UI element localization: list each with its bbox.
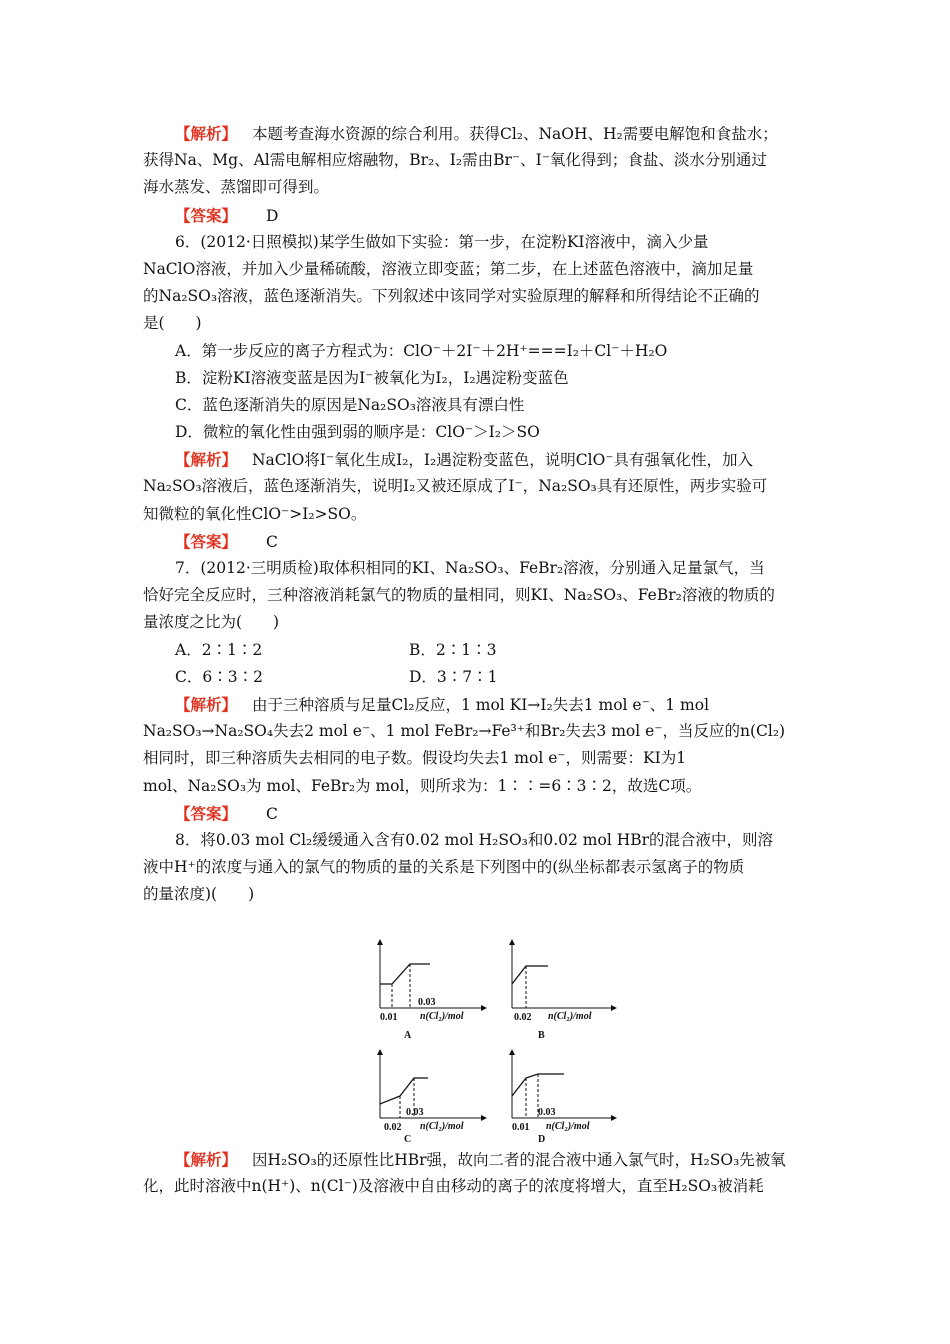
document-content [143, 120, 811, 908]
q6-analysis-line-2: Na₂SO₃溶液后，蓝色逐渐消失，说明I₂又被还原成了I⁻，Na₂SO₃具有还原性，两步实验可 [143, 477, 768, 496]
q6-stem-line-1: 6．(2012·日照模拟)某学生做如下实验：第一步，在淀粉KI溶液中，滴入少量 [175, 232, 709, 251]
q7-analysis-text: 由于三种溶质与足量Cl₂反应，1 mol KI→I₂失去1 mol e⁻、1 mol [251, 695, 710, 714]
graph-c-label: C [404, 1134, 412, 1144]
q6-answer [143, 528, 811, 555]
q5-analysis-line-2: 获得Na、Mg、Al需电解相应熔融物，Br₂、I₂需由Br⁻、I⁻氧化得到；食盐、淡水分别通过 [143, 151, 767, 170]
q6-stem-line-4: 是( ) [143, 314, 202, 333]
q6-option-d: D．微粒的氧化性由强到弱的顺序是：ClO⁻＞I₂＞SO [175, 423, 540, 442]
q7-stem-line-1: 7．(2012·三明质检)取体积相同的KI、Na₂SO₃、FeBr₂溶液，分别通入足量氯气，当 [175, 559, 765, 577]
q6-option-c: C．蓝色逐渐消失的原因是Na₂SO₃溶液具有漂白性 [175, 395, 525, 414]
graph-d-tick-1: 0.01 [512, 1122, 530, 1133]
q7-option-c: C．6∶3∶2 [175, 667, 263, 686]
q7-option-b: B．2∶1∶3 [409, 640, 497, 659]
q7-analysis-line-2: Na₂SO₃→Na₂SO₄失去2 mol e⁻、1 mol FeBr₂→Fe³⁺和Br₂失去3 mol e⁻，当反应的n(Cl₂) [143, 722, 786, 741]
graph-b-label: B [538, 1030, 545, 1041]
q8-stem-line-3: 的量浓度)( ) [143, 885, 255, 904]
answer-value: D [265, 206, 279, 225]
q5-analysis-line-1 [143, 120, 811, 147]
q8-stem-line-2: 液中H⁺的浓度与通入的氯气的物质的量的关系是下列图中的(纵坐标都表示氢离子的物质 [143, 858, 745, 877]
graph-a-axis-label: n(Cl₂)/mol [420, 1011, 464, 1022]
graph-b-tick-1: 0.02 [514, 1012, 532, 1023]
analysis-tag: 【解析】 [175, 1150, 238, 1169]
answer-value: C [265, 532, 278, 551]
q7-answer [143, 800, 811, 827]
q8-figure [370, 938, 632, 1144]
graph-c-tick-2: 0.03 [406, 1107, 424, 1118]
q7-options-row-2 [143, 664, 811, 691]
graph-b-axis-label: n(Cl₂)/mol [548, 1011, 592, 1022]
answer-tag: 【答案】 [175, 205, 238, 225]
q8-stem-line-1: 8．将0.03 mol Cl₂缓缓通入含有0.02 mol H₂SO₃和0.02 mol HBr的混合液中，则溶 [175, 830, 774, 849]
q8-analysis-text: 因H₂SO₃的还原性比HBr强，故向二者的混合液中通入氯气时，H₂SO₃先被氧 [251, 1151, 786, 1169]
q7-option-a: A．2∶1∶2 [175, 640, 263, 659]
q5-analysis-line-3: 海水蒸发、蒸馏即可得到。 [143, 178, 330, 197]
graph-a-tick-1: 0.01 [380, 1012, 398, 1023]
graph-d-label: D [538, 1134, 546, 1144]
q6-analysis-text: NaClO将I⁻氧化生成I₂，I₂遇淀粉变蓝色，说明ClO⁻具有强氧化性，加入 [251, 451, 753, 470]
graph-a-tick-2: 0.03 [418, 997, 436, 1008]
analysis-tag: 【解析】 [175, 694, 238, 714]
answer-tag: 【答案】 [175, 531, 238, 551]
q5-answer [143, 202, 811, 229]
q7-analysis-line-3: 相同时，即三种溶质失去相同的电子数。假设均失去1 mol e⁻，则需要：KI为1 [143, 749, 687, 768]
q6-option-b: B．淀粉KI溶液变蓝是因为I⁻被氧化为I₂，I₂遇淀粉变蓝色 [175, 368, 569, 387]
graph-a-label: A [404, 1030, 412, 1041]
graph-d [512, 1050, 616, 1118]
graph-d-axis-label: n(Cl₂)/mol [546, 1121, 590, 1132]
graph-c [380, 1050, 486, 1118]
graph-c-tick-1: 0.02 [384, 1122, 402, 1133]
graph-c-axis-label: n(Cl₂)/mol [420, 1121, 464, 1132]
q6-option-a: A．第一步反应的离子方程式为：ClO⁻＋2I⁻＋2H⁺===I₂＋Cl⁻＋H₂O [175, 341, 668, 360]
answer-tag: 【答案】 [175, 803, 238, 823]
q7-stem-line-3: 量浓度之比为( ) [143, 613, 280, 632]
q7-stem-line-2: 恰好完全反应时，三种溶液消耗氯气的物质的量相同，则KI、Na₂SO₃、FeBr₂溶液的物质的 [143, 586, 775, 605]
analysis-tag: 【解析】 [175, 124, 238, 143]
q7-analysis-line-1 [143, 691, 811, 718]
q6-stem-line-3: 的Na₂SO₃溶液，蓝色逐渐消失。下列叙述中该同学对实验原理的解释和所得结论不正确的 [143, 287, 760, 306]
q8-analysis-block [143, 1146, 811, 1200]
q8-figure-svg [370, 938, 632, 1144]
q6-stem-line-2: NaClO溶液，并加入少量稀硫酸，溶液立即变蓝；第二步，在上述蓝色溶液中，滴加足量 [143, 259, 754, 278]
graph-d-tick-2: 0.03 [538, 1107, 556, 1118]
q6-analysis-line-1 [143, 446, 811, 473]
answer-value: C [265, 804, 278, 823]
q8-analysis-line-1 [143, 1146, 811, 1173]
analysis-tag: 【解析】 [175, 450, 238, 470]
graph-b [512, 940, 616, 1008]
q8-analysis-line-2: 化，此时溶液中n(H⁺)、n(Cl⁻)及溶液中自由移动的离子的浓度将增大，直至H₂SO₃被消耗 [143, 1177, 764, 1196]
q7-option-d: D．3∶7∶1 [409, 667, 498, 686]
q5-analysis-text: 本题考查海水资源的综合利用。获得Cl₂、NaOH、H₂需要电解饱和食盐水； [251, 125, 778, 143]
q7-analysis-line-4: mol、Na₂SO₃为 mol、FeBr₂为 mol，则所求为：1∶∶=6∶3∶2，故选C项。 [143, 776, 702, 795]
q7-options-row-1 [143, 637, 811, 664]
q6-analysis-line-3: 知微粒的氧化性ClO⁻>I₂>SO。 [143, 504, 367, 523]
